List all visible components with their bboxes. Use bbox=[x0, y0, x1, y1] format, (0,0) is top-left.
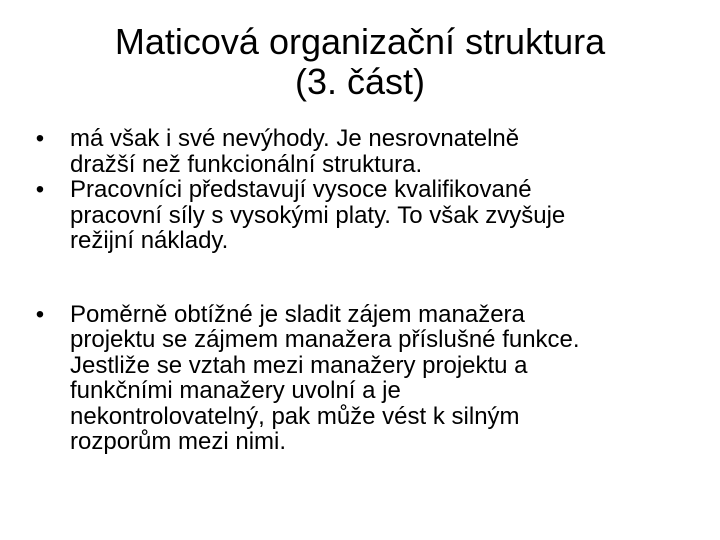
bullet-item bbox=[30, 177, 690, 254]
bullet-icon: • bbox=[35, 125, 45, 152]
bullet-text-line: projektu se zájmem manažera příslušné funkce. bbox=[70, 326, 580, 353]
bullet-text-line: má však i své nevýhody. Je nesrovnatelně bbox=[70, 125, 520, 152]
bullet-item bbox=[30, 302, 690, 455]
bullet-icon: • bbox=[35, 300, 45, 328]
title-line: Maticová organizační struktura bbox=[114, 21, 606, 62]
title-line: (3. část) bbox=[294, 60, 426, 102]
bullet-text-line: dražší než funkcionální struktura. bbox=[70, 150, 423, 178]
bullet-item bbox=[30, 126, 690, 177]
bullet-text-line: funkčními manažery uvolní a je bbox=[70, 377, 401, 404]
bullet-text-line: Pracovníci představují vysoce kvalifikované bbox=[70, 176, 532, 203]
slide-title bbox=[50, 22, 670, 101]
bullet-text-line: pracovní síly s vysokými platy. To však zvyšuje bbox=[70, 201, 566, 229]
bullet-text-line: Poměrně obtížné je sladit zájem manažera bbox=[70, 300, 525, 328]
bullet-text-line: Jestliže se vztah mezi manažery projektu a bbox=[70, 351, 528, 379]
bullet-text-line: nekontrolovatelný, pak může vést k silným bbox=[70, 402, 520, 430]
bullet-icon: • bbox=[35, 176, 45, 203]
bullet-text-line: režijní náklady. bbox=[70, 227, 229, 254]
bullet-list bbox=[30, 126, 690, 455]
bullet-text-line: rozporům mezi nimi. bbox=[70, 428, 287, 455]
